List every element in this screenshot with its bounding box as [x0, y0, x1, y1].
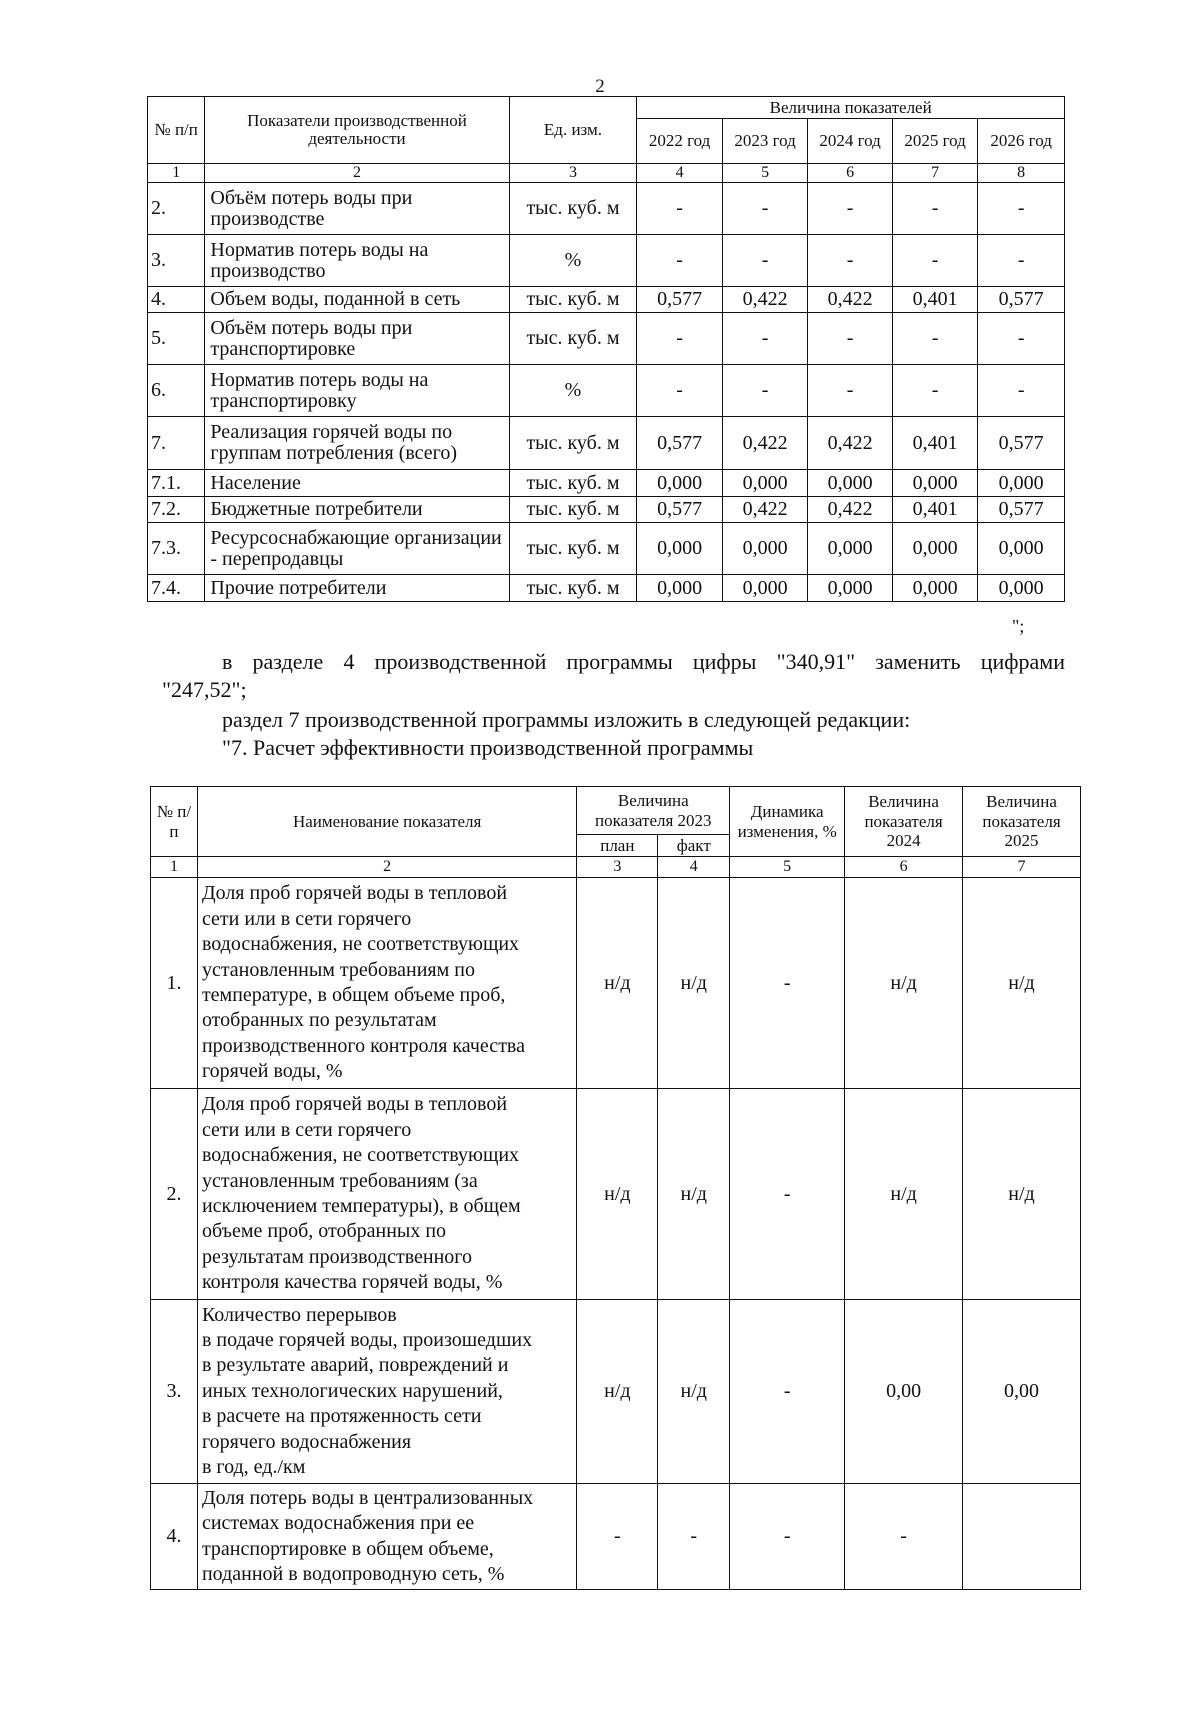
table-row [148, 497, 1065, 523]
row-name: Объём потерь воды при транспортировке [205, 313, 509, 365]
row-value-plan: - [577, 1484, 658, 1590]
row-value: - [808, 365, 892, 417]
row-unit: тыс. куб. м [509, 575, 637, 602]
row-name-line: температуре, в общем объеме проб, [201, 984, 506, 1006]
index-cell: 7 [892, 164, 978, 183]
row-value-dynamics: - [730, 1089, 845, 1300]
row-value: - [808, 313, 892, 365]
row-value: 0,577 [637, 417, 723, 470]
row-value: 0,422 [722, 497, 808, 523]
row-value: 0,000 [808, 523, 892, 575]
header-dynamics: Динамика изменения, % [730, 787, 845, 857]
row-value: - [637, 313, 723, 365]
row-number: 5. [148, 313, 205, 365]
row-name: Прочие потребители [205, 575, 509, 602]
row-name: Объем воды, поданной в сеть [205, 287, 509, 313]
row-name-line: объеме проб, отобранных по [201, 1220, 447, 1243]
row-value: 0,401 [892, 287, 978, 313]
index-cell: 1 [148, 164, 205, 183]
row-unit: тыс. куб. м [509, 287, 637, 313]
row-number: 2. [151, 1089, 198, 1300]
table-row [148, 183, 1065, 235]
index-cell: 8 [978, 164, 1065, 183]
row-name [197, 878, 576, 1089]
row-value: - [637, 235, 723, 287]
index-cell: 6 [845, 857, 963, 878]
row-name-line: горячей воды, % [201, 1060, 343, 1083]
header-name: Наименование показателя [197, 787, 576, 857]
row-number: 4. [148, 287, 205, 313]
row-name-line: сети или в сети горячего [201, 907, 412, 930]
header-year: 2025 год [892, 119, 978, 164]
header-year: 2022 год [637, 119, 723, 164]
table-row [148, 365, 1065, 417]
row-name: Бюджетные потребители [205, 497, 509, 523]
row-value: 0,000 [892, 470, 978, 497]
header-value-2025: Величина показателя 2025 [963, 787, 1081, 857]
row-name-line: исключением температуры), в общем [201, 1195, 521, 1217]
row-name-line: в расчете на протяженность сети [201, 1405, 482, 1428]
row-number: 2. [148, 183, 205, 235]
row-value: 0,000 [978, 575, 1065, 602]
row-unit: % [509, 235, 637, 287]
header-value-2024: Величина показателя 2024 [845, 787, 963, 857]
row-number: 4. [151, 1484, 198, 1590]
index-cell: 1 [151, 857, 198, 878]
row-value: - [892, 235, 978, 287]
row-value-2024: 0,00 [845, 1300, 963, 1484]
row-name-line: в год, ед./км [201, 1455, 306, 1478]
paragraph-section4-change [162, 648, 1065, 703]
row-value: 0,422 [808, 497, 892, 523]
table-row [151, 1300, 1081, 1484]
row-number: 3. [151, 1300, 198, 1484]
index-cell: 4 [637, 164, 723, 183]
row-value: - [978, 313, 1065, 365]
index-cell: 3 [577, 857, 658, 878]
row-value: 0,401 [892, 497, 978, 523]
table-row [148, 417, 1065, 470]
row-value: 0,577 [978, 287, 1065, 313]
row-value-2024: н/д [845, 1089, 963, 1300]
row-value: 0,000 [637, 523, 723, 575]
table-row [148, 313, 1065, 365]
row-value-plan: н/д [577, 1089, 658, 1300]
row-value-2024: - [845, 1484, 963, 1590]
row-name-line: Доля потерь воды в централизованных [201, 1486, 534, 1509]
row-value-2025: н/д [963, 1089, 1081, 1300]
row-value: - [978, 183, 1065, 235]
row-name: Норматив потерь воды на производство [205, 235, 509, 287]
row-value: 0,422 [808, 287, 892, 313]
table-row [151, 1089, 1081, 1300]
row-value: 0,577 [637, 497, 723, 523]
row-name-line: поданной в водопроводную сеть, % [201, 1562, 505, 1585]
row-value: 0,000 [892, 575, 978, 602]
table-row [151, 1484, 1081, 1590]
table-row [148, 523, 1065, 575]
row-number: 3. [148, 235, 205, 287]
row-number: 7.1. [148, 470, 205, 497]
row-value: 0,577 [637, 287, 723, 313]
row-value: 0,000 [722, 470, 808, 497]
row-value-dynamics: - [730, 878, 845, 1089]
header-year: 2024 год [808, 119, 892, 164]
row-value-fact: н/д [658, 1089, 730, 1300]
row-value: 0,000 [722, 575, 808, 602]
production-indicators-table [147, 96, 1065, 602]
row-value: 0,000 [978, 523, 1065, 575]
index-cell: 2 [205, 164, 509, 183]
row-value: 0,422 [722, 417, 808, 470]
header-value-2023: Величина показателя 2023 [577, 787, 730, 835]
row-value: 0,000 [978, 470, 1065, 497]
row-number: 7.3. [148, 523, 205, 575]
header-values-group: Величина показателей [637, 97, 1065, 119]
row-name-line: установленным требованиям (за [201, 1169, 478, 1192]
row-name-line: в результате аварий, повреждений и [201, 1354, 509, 1377]
row-name-line: транспортировке в общем объеме, [201, 1537, 494, 1560]
row-name-line: результатам производственного [201, 1245, 473, 1268]
row-value: 0,000 [722, 523, 808, 575]
row-name: Реализация горячей воды по группам потребления (всего) [205, 417, 509, 470]
table-row [148, 575, 1065, 602]
row-unit: тыс. куб. м [509, 183, 637, 235]
row-name-line: установленным требованиям по [201, 958, 475, 981]
column-index-row [148, 164, 1065, 183]
row-unit: тыс. куб. м [509, 313, 637, 365]
row-value: 0,422 [722, 287, 808, 313]
index-cell: 5 [730, 857, 845, 878]
header-year: 2026 год [978, 119, 1065, 164]
efficiency-indicators-table [150, 786, 1081, 1590]
table-row [148, 235, 1065, 287]
row-value-2025 [963, 1484, 1081, 1590]
row-number: 1. [151, 878, 198, 1089]
header-indicator: Показатели производственной деятельности [205, 97, 509, 164]
row-value: - [808, 235, 892, 287]
index-cell: 4 [658, 857, 730, 878]
row-name: Объём потерь воды при производстве [205, 183, 509, 235]
row-name-line: в подаче горячей воды, произошедших [201, 1329, 533, 1352]
row-value-2024: н/д [845, 878, 963, 1089]
table-row [148, 470, 1065, 497]
row-value: 0,000 [808, 470, 892, 497]
index-cell: 6 [808, 164, 892, 183]
row-value-dynamics: - [730, 1300, 845, 1484]
row-name-line: контроля качества горячей воды, % [201, 1271, 503, 1294]
closing-quote-mark: "; [1012, 616, 1025, 636]
row-name: Норматив потерь воды на транспортировку [205, 365, 509, 417]
row-value-2025: н/д [963, 878, 1081, 1089]
row-value: - [722, 365, 808, 417]
row-name [197, 1484, 576, 1590]
row-value: - [637, 365, 723, 417]
row-value: - [808, 183, 892, 235]
table-row [151, 878, 1081, 1089]
row-name-line: горячего водоснабжения [201, 1430, 412, 1453]
row-value: - [892, 183, 978, 235]
paragraph-section7-intro: раздел 7 производственной программы изложить в следующей редакции: [222, 707, 911, 732]
row-name [197, 1089, 576, 1300]
index-cell: 2 [197, 857, 576, 878]
index-cell: 3 [509, 164, 637, 183]
row-value: - [722, 235, 808, 287]
section-heading: "7. Расчет эффективности производственной программы [222, 735, 754, 760]
row-value: - [637, 183, 723, 235]
row-name-line: водоснабжения, не соответствующих [201, 1144, 520, 1167]
header-unit: Ед. изм. [509, 97, 637, 164]
paragraph-line: в разделе 4 производственной программы цифры "340,91" заменить цифрами [222, 649, 1065, 674]
row-name-line: иных технологических нарушений, [201, 1379, 503, 1402]
row-value: 0,000 [892, 523, 978, 575]
row-name-line: Доля проб горячей воды в тепловой [201, 882, 508, 905]
row-value: - [722, 183, 808, 235]
row-number: 7.4. [148, 575, 205, 602]
header-year: 2023 год [722, 119, 808, 164]
row-value: - [892, 365, 978, 417]
row-value: 0,577 [978, 417, 1065, 470]
row-value-2025: 0,00 [963, 1300, 1081, 1484]
header-fact: факт [658, 835, 730, 857]
row-name: Население [205, 470, 509, 497]
row-value: 0,000 [808, 575, 892, 602]
row-unit: тыс. куб. м [509, 417, 637, 470]
row-name-line: отобранных по результатам [201, 1009, 437, 1032]
row-name [197, 1300, 576, 1484]
header-num: № п/п [151, 787, 198, 857]
row-value-fact: н/д [658, 878, 730, 1089]
row-value: 0,577 [978, 497, 1065, 523]
index-cell: 5 [722, 164, 808, 183]
row-value: 0,000 [637, 470, 723, 497]
row-name-line: системах водоснабжения при ее [201, 1512, 475, 1535]
row-unit: тыс. куб. м [509, 523, 637, 575]
page-number: 2 [595, 76, 605, 97]
row-value: 0,401 [892, 417, 978, 470]
row-unit: тыс. куб. м [509, 470, 637, 497]
row-name-line: Количество перерывов [201, 1303, 397, 1326]
row-number: 7.2. [148, 497, 205, 523]
header-plan: план [577, 835, 658, 857]
row-name-line: производственного контроля качества [201, 1034, 525, 1057]
row-value-plan: н/д [577, 1300, 658, 1484]
row-value: - [722, 313, 808, 365]
row-value-plan: н/д [577, 878, 658, 1089]
row-value: - [892, 313, 978, 365]
row-name: Ресурсоснабжающие организации - перепродавцы [205, 523, 509, 575]
row-value: 0,422 [808, 417, 892, 470]
index-cell: 7 [963, 857, 1081, 878]
row-value: - [978, 235, 1065, 287]
header-num: № п/п [148, 97, 205, 164]
row-name-line: водоснабжения, не соответствующих [201, 933, 520, 956]
row-value: - [978, 365, 1065, 417]
row-name-line: сети или в сети горячего [201, 1118, 412, 1141]
row-unit: % [509, 365, 637, 417]
row-value-dynamics: - [730, 1484, 845, 1590]
column-index-row [151, 857, 1081, 878]
row-value: 0,000 [637, 575, 723, 602]
row-unit: тыс. куб. м [509, 497, 637, 523]
paragraph-line: "247,52"; [162, 676, 247, 702]
row-value-fact: - [658, 1484, 730, 1590]
row-number: 6. [148, 365, 205, 417]
row-number: 7. [148, 417, 205, 470]
row-value-fact: н/д [658, 1300, 730, 1484]
row-name-line: Доля проб горячей воды в тепловой [201, 1093, 508, 1116]
table-row [148, 287, 1065, 313]
